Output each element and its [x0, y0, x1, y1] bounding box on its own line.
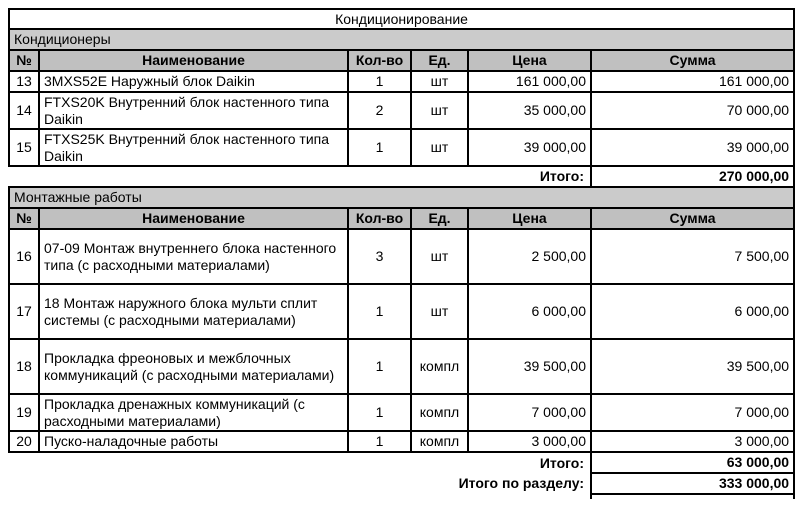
cell-num: 14 [9, 92, 39, 129]
cell-sum: 70 000,00 [591, 92, 794, 129]
cell-qty: 1 [348, 339, 411, 394]
section-header-conditioners: Кондиционеры [9, 29, 794, 50]
col-header-num: № [9, 208, 39, 229]
col-header-price: Цена [468, 50, 591, 71]
section-total-value: 63 000,00 [591, 452, 794, 473]
estimate-sheet [8, 8, 794, 499]
col-header-unit: Ед. [411, 208, 468, 229]
cell-num: 15 [9, 129, 39, 166]
cell-qty: 1 [348, 71, 411, 92]
table-row [9, 431, 794, 452]
cell-qty: 1 [348, 431, 411, 452]
section-total-row [9, 166, 794, 187]
cell-name: Прокладка дренажных коммуникаций (с расходными материалами) [39, 394, 348, 431]
section-total-label: Итого: [9, 166, 591, 187]
cell-name: Пуско-наладочные работы [39, 431, 348, 452]
cell-num: 20 [9, 431, 39, 452]
table-title: Кондиционирование [9, 9, 794, 29]
col-header-sum: Сумма [591, 50, 794, 71]
table-row [9, 92, 794, 129]
table-row [9, 229, 794, 284]
estimate-table [8, 8, 795, 499]
cell-unit: компл [411, 339, 468, 394]
grand-total-row [9, 473, 794, 494]
cell-unit: шт [411, 71, 468, 92]
cell-price: 35 000,00 [468, 92, 591, 129]
section-header-installation: Монтажные работы [9, 187, 794, 208]
cell-price: 2 500,00 [468, 229, 591, 284]
table-row [9, 71, 794, 92]
cell-qty: 1 [348, 394, 411, 431]
cell-qty: 2 [348, 92, 411, 129]
col-header-unit: Ед. [411, 50, 468, 71]
cell-num: 17 [9, 284, 39, 339]
cell-price: 39 500,00 [468, 339, 591, 394]
cell-name: Прокладка фреоновых и межблочных коммуникаций (с расходными материалами) [39, 339, 348, 394]
cell-unit: компл [411, 431, 468, 452]
cell-name: 07-09 Монтаж внутреннего блока настенного типа (с расходными материалами) [39, 229, 348, 284]
cell-price: 3 000,00 [468, 431, 591, 452]
cell-qty: 1 [348, 129, 411, 166]
cell-sum: 39 500,00 [591, 339, 794, 394]
col-header-qty: Кол-во [348, 50, 411, 71]
cell-qty: 3 [348, 229, 411, 284]
cell-name: FTXS25K Внутренний блок настенного типа Daikin [39, 129, 348, 166]
cell-unit: шт [411, 229, 468, 284]
col-header-name: Наименование [39, 208, 348, 229]
grand-total-value: 333 000,00 [591, 473, 794, 494]
cell-num: 13 [9, 71, 39, 92]
cell-num: 16 [9, 229, 39, 284]
col-header-sum: Сумма [591, 208, 794, 229]
table-row [9, 394, 794, 431]
cell-name: 18 Монтаж наружного блока мульти сплит системы (с расходными материалами) [39, 284, 348, 339]
table-row [9, 129, 794, 166]
cell-name: 3MXS52E Наружный блок Daikin [39, 71, 348, 92]
cell-unit: компл [411, 394, 468, 431]
col-header-name: Наименование [39, 50, 348, 71]
cell-sum: 7 500,00 [591, 229, 794, 284]
cell-qty: 1 [348, 284, 411, 339]
section-total-label: Итого: [9, 452, 591, 473]
table-title-row [9, 9, 794, 29]
table-row [9, 339, 794, 394]
col-header-price: Цена [468, 208, 591, 229]
section-total-value: 270 000,00 [591, 166, 794, 187]
grand-total-label: Итого по разделу: [9, 473, 591, 494]
cell-price: 39 000,00 [468, 129, 591, 166]
section-total-row [9, 452, 794, 473]
cell-sum: 3 000,00 [591, 431, 794, 452]
cell-name: FTXS20K Внутренний блок настенного типа Daikin [39, 92, 348, 129]
column-header-row [9, 208, 794, 229]
cell-price: 6 000,00 [468, 284, 591, 339]
cell-price: 7 000,00 [468, 394, 591, 431]
cell-num: 19 [9, 394, 39, 431]
section-header-row [9, 29, 794, 50]
table-row [9, 284, 794, 339]
cell-num: 18 [9, 339, 39, 394]
cell-price: 161 000,00 [468, 71, 591, 92]
cell-unit: шт [411, 92, 468, 129]
cell-sum: 39 000,00 [591, 129, 794, 166]
column-header-row [9, 50, 794, 71]
cell-unit: шт [411, 129, 468, 166]
cutoff-empty [9, 494, 591, 499]
col-header-num: № [9, 50, 39, 71]
cell-sum: 7 000,00 [591, 394, 794, 431]
cell-unit: шт [411, 284, 468, 339]
section-header-row [9, 187, 794, 208]
cell-sum: 6 000,00 [591, 284, 794, 339]
col-header-qty: Кол-во [348, 208, 411, 229]
cutoff-row [9, 494, 794, 499]
cell-sum: 161 000,00 [591, 71, 794, 92]
cutoff-cell [591, 494, 794, 499]
